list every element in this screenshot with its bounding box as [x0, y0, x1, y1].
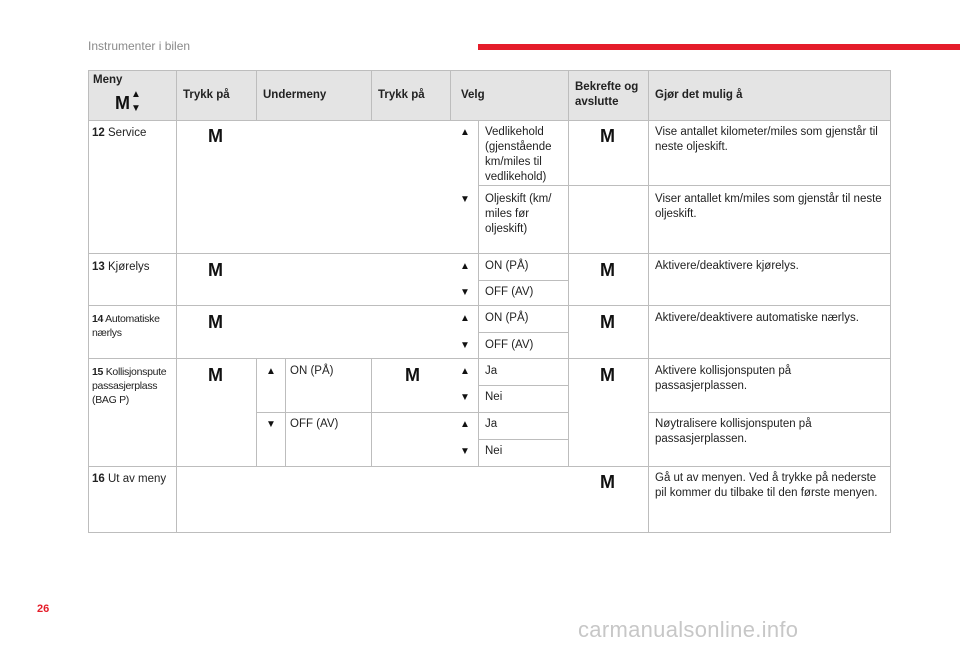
- arrow-down-icon: ▼: [460, 287, 470, 298]
- menu-key-icon: M: [208, 260, 223, 280]
- option-oil-change: Oljeskift (km/ miles før oljeskift): [485, 193, 552, 235]
- watermark: carmanualsonline.info: [578, 617, 799, 642]
- arrow-down-icon: ▼: [266, 419, 276, 430]
- menu-key-icon: M: [208, 126, 223, 146]
- desc-daytime-lights: Aktivere/deaktivere kjørelys.: [655, 260, 799, 272]
- option-yes: Ja: [485, 365, 498, 377]
- desc-oil-change: Viser antallet km/miles som gjenstår til neste oljeskift.: [655, 193, 882, 220]
- menu-table: [88, 70, 891, 533]
- row-daytime-lights-label: 13 Kjørelys: [92, 261, 150, 273]
- header-menu: Meny: [93, 74, 123, 86]
- option-no: Nei: [485, 391, 503, 403]
- arrow-down-icon: ▼: [460, 446, 470, 457]
- desc-airbag-off: Nøytralisere kollisjonsputen på passasjerplassen.: [655, 418, 812, 445]
- row-auto-lights-label: 14 Automatiske nærlys: [92, 313, 160, 339]
- desc-exit: Gå ut av menyen. Ved å trykke på nederste pil kommer du tilbake til den første menyen.: [655, 472, 878, 499]
- row-airbag-label: 15 Kollisjonspute passasjerplass (BAG P): [92, 366, 167, 406]
- header-enables: Gjør det mulig å: [655, 89, 743, 101]
- menu-key-icon: M: [600, 472, 615, 492]
- header-confirm: Bekrefte og avslutte: [575, 81, 639, 108]
- desc-airbag-on: Aktivere kollisjonsputen på passasjerplassen.: [655, 365, 792, 392]
- arrow-up-icon: ▲: [460, 261, 470, 272]
- arrow-up-icon: ▲: [460, 419, 470, 430]
- arrow-up-icon: ▲: [460, 366, 470, 377]
- option-on: ON (PÅ): [485, 260, 529, 272]
- option-off: OFF (AV): [485, 339, 534, 351]
- arrow-up-icon: ▲: [460, 313, 470, 324]
- arrow-up-icon: ▲: [266, 366, 276, 377]
- option-on: ON (PÅ): [485, 312, 529, 324]
- header-accent-bar: [478, 44, 960, 50]
- arrow-up-icon: ▲: [131, 89, 141, 100]
- header-select: Velg: [461, 89, 485, 101]
- menu-key-icon: M: [600, 312, 615, 332]
- row-exit-label: 16 Ut av meny: [92, 473, 167, 485]
- section-title: Instrumenter i bilen: [88, 39, 191, 53]
- header-submenu: Undermeny: [263, 89, 327, 101]
- arrow-down-icon: ▼: [460, 340, 470, 351]
- menu-key-icon: M: [405, 365, 420, 385]
- row-service-label: 12 Service: [92, 127, 147, 139]
- header-press: Trykk på: [378, 89, 425, 101]
- submenu-on: ON (PÅ): [290, 365, 334, 377]
- menu-key-icon: M: [600, 365, 615, 385]
- menu-key-icon: M: [115, 93, 130, 113]
- menu-key-icon: M: [600, 260, 615, 280]
- option-no: Nei: [485, 445, 503, 457]
- option-maintenance: Vedlikehold (gjenstående km/miles til vedlikehold): [485, 126, 552, 183]
- menu-key-icon: M: [600, 126, 615, 146]
- menu-key-icon: M: [208, 365, 223, 385]
- arrow-down-icon: ▼: [460, 392, 470, 403]
- header-press: Trykk på: [183, 89, 230, 101]
- page-number: 26: [37, 603, 50, 615]
- arrow-down-icon: ▼: [131, 103, 141, 114]
- option-off: OFF (AV): [485, 286, 534, 298]
- desc-maintenance: Vise antallet kilometer/miles som gjenstår til neste oljeskift.: [655, 126, 878, 153]
- menu-key-icon: M: [208, 312, 223, 332]
- desc-auto-lights: Aktivere/deaktivere automatiske nærlys.: [655, 312, 859, 324]
- arrow-up-icon: ▲: [460, 127, 470, 138]
- submenu-off: OFF (AV): [290, 418, 339, 430]
- option-yes: Ja: [485, 418, 498, 430]
- arrow-down-icon: ▼: [460, 194, 470, 205]
